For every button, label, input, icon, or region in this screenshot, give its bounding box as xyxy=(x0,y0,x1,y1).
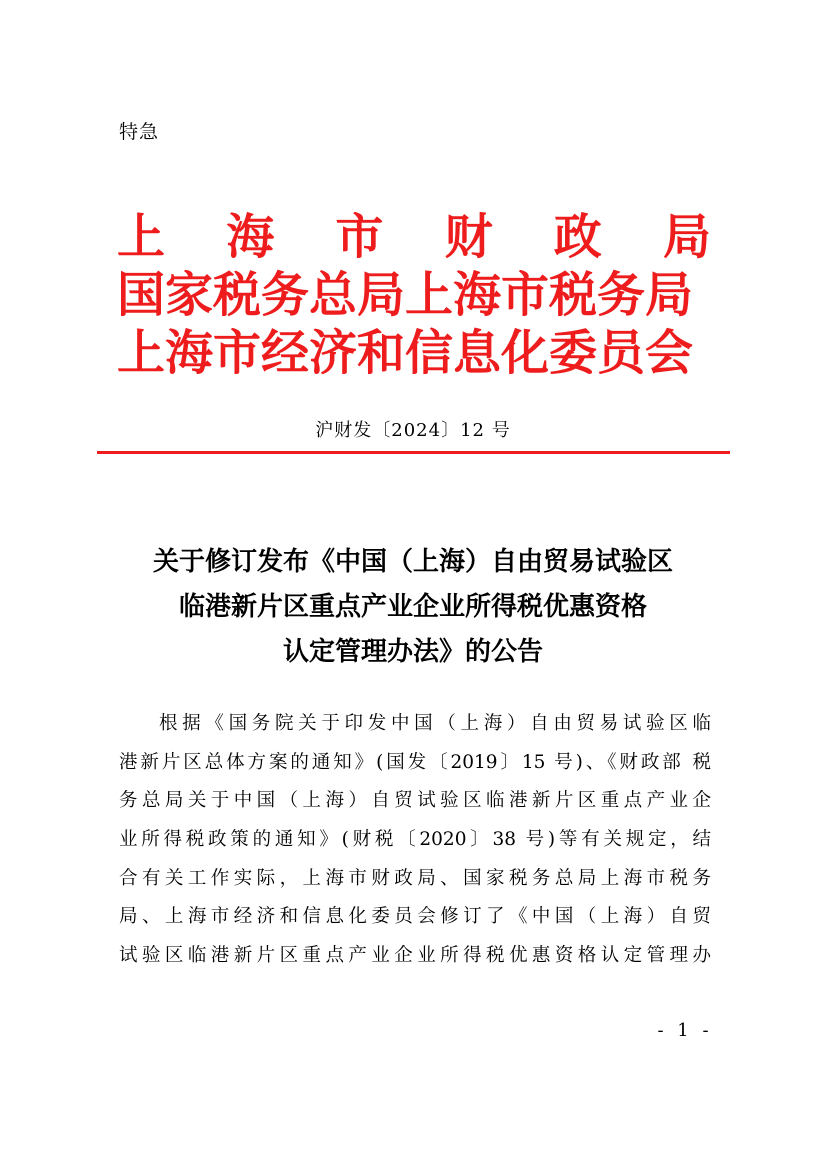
issuer-char: 局 xyxy=(662,209,711,265)
issuer-char: 海 xyxy=(226,209,275,265)
issuer-char: 上 xyxy=(117,209,166,265)
body-paragraph xyxy=(119,705,711,976)
red-divider-line xyxy=(97,451,730,454)
issuer-name: 上海市经济和信息化委员会 xyxy=(117,325,694,381)
body-line: 业所得税政策的通知》(财税〔2020〕38 号)等有关规定，结 xyxy=(119,829,711,851)
issuer-shanghai-tax-bureau xyxy=(117,266,711,324)
body-line: 局、上海市经济和信息化委员会修订了《中国（上海）自贸 xyxy=(119,906,711,928)
issuer-char: 政 xyxy=(553,209,602,265)
issuer-name: 国家税务总局上海市税务局 xyxy=(117,267,694,323)
body-line: 试验区临港新片区重点产业企业所得税优惠资格认定管理办 xyxy=(119,945,711,967)
issuer-shanghai-economy-commission xyxy=(117,324,711,382)
document-number: 沪财发〔2024〕12 号 xyxy=(315,420,511,441)
page-number: - 1 - xyxy=(657,1020,713,1041)
body-line: 务总局关于中国（上海）自贸试验区临港新片区重点产业企 xyxy=(119,790,711,812)
notice-title xyxy=(0,540,826,675)
title-line: 关于修订发布《中国（上海）自由贸易试验区 xyxy=(152,547,673,577)
issuing-authorities xyxy=(117,208,711,382)
title-line: 认定管理办法》的公告 xyxy=(282,637,543,667)
issuer-shanghai-finance-bureau xyxy=(117,208,711,266)
issuer-char: 财 xyxy=(444,209,493,265)
urgency-label: 特急 xyxy=(119,121,160,143)
title-line: 临港新片区重点产业企业所得税优惠资格 xyxy=(178,592,647,622)
body-line: 根据《国务院关于印发中国（上海）自由贸易试验区临 xyxy=(159,713,711,734)
body-line: 合有关工作实际，上海市财政局、国家税务总局上海市税务 xyxy=(119,867,711,889)
issuer-char: 市 xyxy=(335,209,384,265)
body-line: 港新片区总体方案的通知》(国发〔2019〕15 号)、《财政部 税 xyxy=(119,751,711,773)
